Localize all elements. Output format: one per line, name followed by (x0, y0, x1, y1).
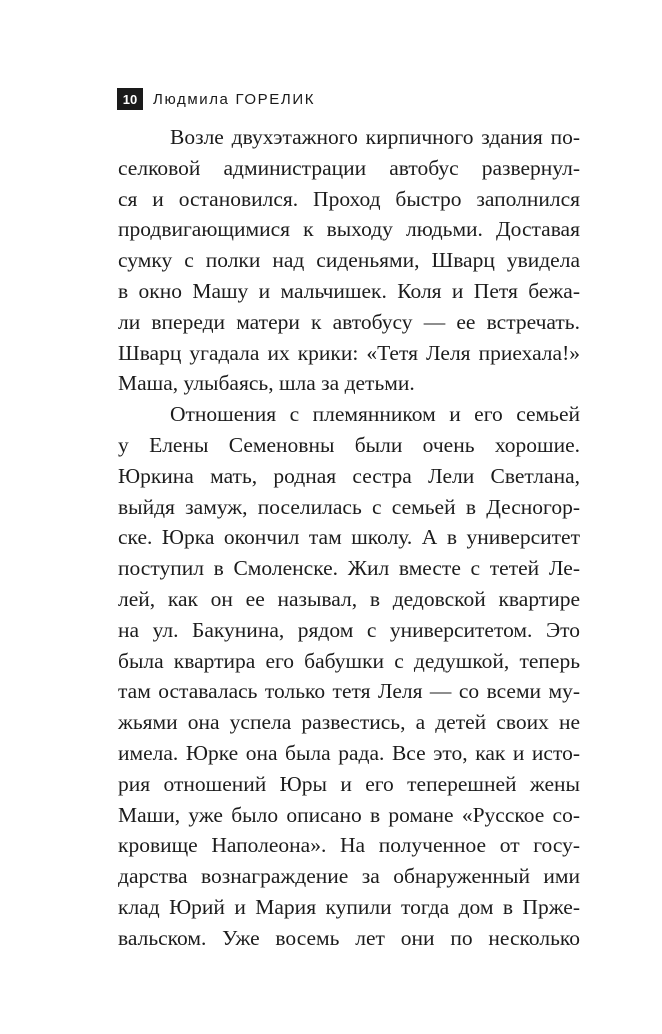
text-line: Отношения с племянником и его семьей (170, 402, 580, 427)
text-line: ли впереди матери к автобусу — ее встречать. (118, 309, 580, 334)
text-line: в окно Машу и мальчишек. Коля и Петя бежа- (118, 278, 580, 303)
text-line: была квартира его бабушки с дедушкой, теперь (118, 648, 580, 673)
page-number: 10 (117, 88, 143, 110)
text-line: кровище Наполеона». На полученное от госу- (118, 833, 580, 858)
text-line: Возле двухэтажного кирпичного здания по- (170, 125, 580, 149)
text-line: у Елены Семеновны были очень хорошие. (118, 432, 580, 457)
text-line: клад Юрий и Мария купили тогда дом в Прже- (118, 894, 580, 919)
text-line: ся и остановился. Проход быстро заполнился (118, 186, 580, 211)
author-first-name: Людмила (153, 90, 230, 108)
text-line: Шварц угадала их крики: «Тетя Леля приехала!» (118, 340, 580, 365)
text-line: Маши, уже было описано в романе «Русское со- (118, 802, 580, 827)
text-line: Маша, улыбаясь, шла за детьми. (118, 371, 415, 396)
text-line: селковой администрации автобус развернул- (118, 155, 580, 180)
author-surname: ГОРЕЛИК (235, 90, 316, 108)
text-line: рия отношений Юры и его теперешней жены (118, 771, 580, 796)
text-line: поступил в Смоленске. Жил вместе с тетей Ле- (118, 556, 580, 581)
text-line: на ул. Бакунина, рядом с университетом. Это (118, 617, 580, 642)
text-line: жьями она успела развестись, а детей своих не (118, 710, 580, 735)
running-head (117, 88, 315, 110)
text-line: Юркина мать, родная сестра Лели Светлана, (118, 463, 580, 488)
text-line: имела. Юрке она была рада. Все это, как и исто- (118, 740, 580, 765)
body-text (118, 122, 580, 954)
text-line: дарства вознаграждение за обнаруженный ими (118, 864, 580, 889)
text-line: выйдя замуж, поселилась с семьей в Десногор- (118, 494, 580, 519)
author-name (153, 91, 315, 108)
text-line: лей, как он ее называл, в дедовской квартире (118, 586, 580, 611)
text-line: сумку с полки над сиденьями, Шварц увидела (118, 248, 580, 273)
paragraph (118, 122, 580, 399)
paragraph (118, 399, 580, 953)
text-line: продвигающимися к выходу людьми. Доставая (118, 217, 580, 242)
text-line: вальском. Уже восемь лет они по несколько (118, 925, 580, 950)
text-line: там оставалась только тетя Леля — со всеми му- (118, 679, 580, 704)
text-line: ске. Юрка окончил там школу. А в университет (118, 525, 580, 550)
